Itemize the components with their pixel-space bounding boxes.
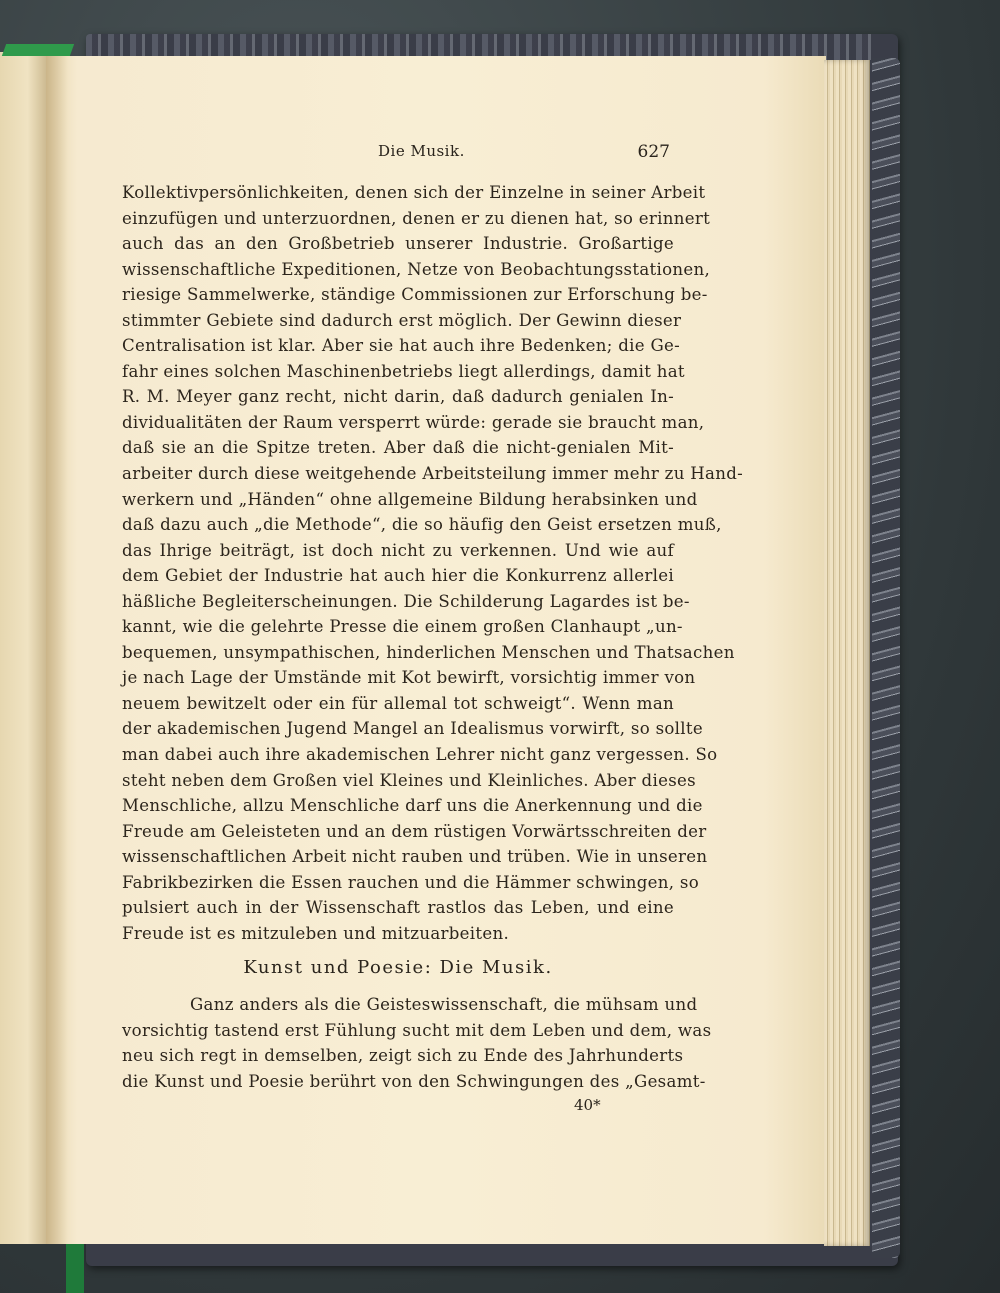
running-head: Die Musik. (378, 142, 465, 160)
text-line: daß sie an die Spitze treten. Aber daß die nicht-genialen Mit- (122, 438, 674, 458)
text-line: dividualitäten der Raum versperrt würde: gerade sie braucht man, (122, 412, 705, 432)
text-line: Freude ist es mitzuleben und mitzuarbeiten. (122, 923, 510, 943)
text-line: bequemen, unsympathischen, hinderlichen Menschen und Thatsachen (122, 642, 735, 662)
text-line: Ganz anders als die Geisteswissenschaft, die mühsam und (190, 995, 698, 1014)
text-line: kannt, wie die gelehrte Presse die einem großen Clanhaupt „un- (122, 617, 683, 637)
text-line: arbeiter durch diese weitgehende Arbeitsteilung immer mehr zu Hand- (122, 464, 744, 484)
text-line: einzufügen und unterzuordnen, denen er zu dienen hat, so erinnert (122, 208, 711, 228)
text-line: werkern und „Händen“ ohne allgemeine Bildung herabsinken und (122, 489, 698, 509)
facing-page-edge (0, 52, 46, 1244)
cover-marbled-edge (872, 58, 900, 1258)
text-line: fahr eines solchen Maschinenbetriebs liegt allerdings, damit hat (122, 361, 685, 381)
text-line: R. M. Meyer ganz recht, nicht darin, daß dadurch genialen In- (122, 387, 674, 407)
text-line: häßliche Begleiterscheinungen. Die Schilderung Lagardes ist be- (122, 591, 690, 611)
text-line: wissenschaftliche Expeditionen, Netze von Beobachtungsstationen, (122, 259, 711, 279)
section-heading: Kunst und Poesie: Die Musik. (243, 957, 553, 978)
text-line: steht neben dem Großen viel Kleines und Kleinliches. Aber dieses (122, 770, 696, 790)
text-line: pulsiert auch in der Wissenschaft rastlos das Leben, und eine (122, 898, 674, 918)
page-gutter-shadow (46, 56, 68, 1244)
page-number: 627 (637, 142, 670, 162)
signature-mark: 40* (574, 1096, 601, 1114)
text-line: der akademischen Jugend Mangel an Idealismus vorwirft, so sollte (122, 719, 703, 739)
text-line: wissenschaftlichen Arbeit nicht rauben und trüben. Wie in unseren (122, 847, 708, 867)
text-line: je nach Lage der Umstände mit Kot bewirft, vorsichtig immer von (122, 668, 696, 688)
text-line: riesige Sammelwerke, ständige Commissionen zur Erforschung be- (122, 285, 708, 305)
text-line: Fabrikbezirken die Essen rauchen und die Hämmer schwingen, so (122, 872, 700, 892)
text-line: die Kunst und Poesie berührt von den Schwingungen des „Gesamt- (122, 1071, 706, 1091)
text-line: Menschliche, allzu Menschliche darf uns die Anerkennung und die (122, 796, 703, 816)
page-header (120, 136, 680, 166)
bookmark-ribbon-bottom (66, 1240, 84, 1293)
text-line: vorsichtig tastend erst Fühlung sucht mit dem Leben und dem, was (122, 1020, 712, 1040)
text-line: dem Gebiet der Industrie hat auch hier die Konkurrenz allerlei (122, 566, 674, 586)
text-line: man dabei auch ihre akademischen Lehrer nicht ganz vergessen. So (122, 745, 718, 765)
text-line: Freude am Geleisteten und an dem rüstigen Vorwärtsschreiten der (122, 821, 707, 841)
text-line: neuem bewitzelt oder ein für allemal tot schweigt“. Wenn man (122, 693, 674, 713)
text-line: stimmter Gebiete sind dadurch erst möglich. Der Gewinn dieser (122, 310, 682, 330)
paragraph-2 (122, 992, 712, 1094)
text-line: das Ihrige beiträgt, ist doch nicht zu verkennen. Und wie auf (122, 540, 674, 560)
paragraph-1 (122, 180, 744, 946)
text-line: auch das an den Großbetrieb unserer Industrie. Großartige (122, 234, 674, 254)
text-line: neu sich regt in demselben, zeigt sich zu Ende des Jahrhunderts (122, 1046, 684, 1066)
page-block-edges (824, 60, 870, 1246)
text-line: Kollektivpersönlichkeiten, denen sich der Einzelne in seiner Arbeit (122, 183, 706, 202)
bookmark-ribbon-top (2, 44, 74, 56)
text-line: Centralisation ist klar. Aber sie hat auch ihre Bedenken; die Ge- (122, 336, 681, 356)
text-line: daß dazu auch „die Methode“, die so häufig den Geist ersetzen muß, (122, 515, 722, 535)
